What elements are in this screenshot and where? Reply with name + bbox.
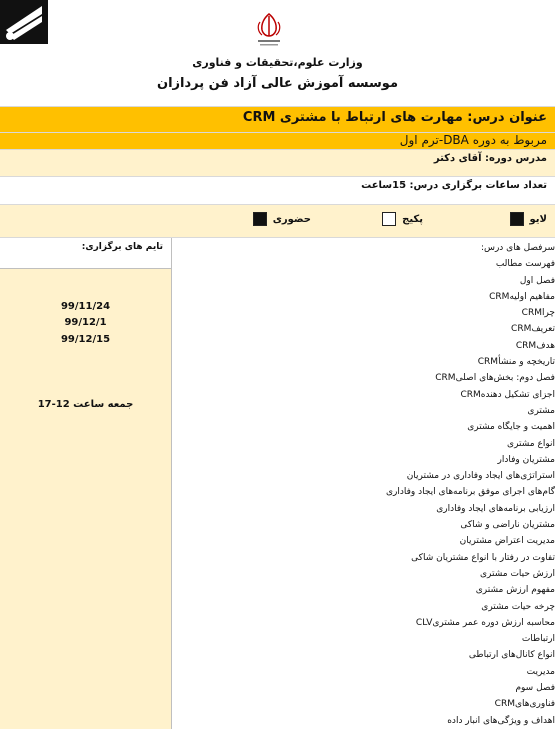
teacher-row	[0, 149, 555, 176]
outline-item-text: محاسبه ارزش دوره عمر مشتریCLV	[415, 617, 555, 628]
outline-item	[172, 289, 555, 305]
outline-item	[172, 273, 555, 289]
outline-item-text: اهمیت و جایگاه مشتری	[467, 422, 555, 433]
outline-item-text: مشتری	[527, 405, 555, 416]
outline-item-text: سرفصل های درس:	[480, 243, 555, 253]
schedule-heading: تایم های برگزاری:	[0, 238, 171, 269]
outline-item	[172, 582, 555, 598]
outline-item-text: مدیریت اعتراض مشتریان	[459, 536, 555, 547]
outline-item-text: اهداف و ویژگی‌های انبار داده	[447, 715, 555, 726]
outline-item	[172, 387, 555, 403]
course-related-row	[0, 132, 555, 149]
outline-item	[172, 354, 555, 370]
outline-item-text: تفاوت در رفتار با انواع مشتریان شاکی	[411, 552, 555, 563]
outline-item	[172, 452, 555, 468]
page-header	[0, 0, 555, 105]
outline-item-text: فهرست مطالب	[495, 259, 555, 270]
outline-item	[172, 713, 555, 729]
outline-item-text: گام‌های اجرای موفق برنامه‌های ایجاد وفاداری	[385, 487, 555, 498]
outline-item	[172, 240, 555, 256]
outline-item-text: مفهوم ارزش مشتری	[475, 585, 555, 596]
outline-item	[172, 468, 555, 484]
schedule-time: جمعه ساعت 12-17	[37, 399, 134, 410]
outline-item	[172, 533, 555, 549]
outline-item-text: فناوری‌هایCRM	[494, 699, 555, 710]
outline-item	[172, 419, 555, 435]
outline-item-text: فصل اول	[519, 275, 555, 286]
hours-label: تعداد ساعات برگزاری درس: 15ساعت	[361, 180, 547, 191]
mode-package	[382, 211, 423, 227]
outline-item	[172, 370, 555, 386]
institute-name: موسسه آموزش عالی آزاد فن پردازان	[156, 76, 398, 91]
outline-item-text: فصل سوم	[515, 683, 555, 694]
outline-item	[172, 436, 555, 452]
mode-in-person	[253, 211, 311, 227]
outline-item	[172, 566, 555, 582]
outline-item-text: اجزای تشکیل دهندهCRM	[460, 389, 555, 400]
schedule-date: 99/12/15	[60, 334, 111, 345]
course-outline-panel	[172, 238, 555, 729]
mode-in-person-checkbox[interactable]	[253, 212, 267, 226]
teacher-label: مدرس دوره: آقای دکتر	[433, 153, 547, 164]
outline-item	[172, 664, 555, 680]
schedule-date: 99/11/24	[60, 301, 111, 312]
outline-item-text: ارزیابی برنامه‌های ایجاد وفاداری	[436, 503, 555, 514]
schedule-body	[0, 269, 171, 729]
outline-item-text: استراتژی‌های ایجاد وفاداری در مشتریان	[406, 471, 555, 482]
outline-item	[172, 338, 555, 354]
outline-item	[172, 647, 555, 663]
outline-item	[172, 599, 555, 615]
outline-item-text: ارتباطات	[521, 634, 555, 645]
outline-item	[172, 517, 555, 533]
outline-item-text: تاریخچه و منشأCRM	[477, 357, 555, 368]
outline-item-text: مفاهیم اولیهCRM	[489, 291, 555, 302]
mode-package-checkbox[interactable]	[382, 212, 396, 226]
outline-item	[172, 696, 555, 712]
outline-item	[172, 321, 555, 337]
iran-emblem-icon	[252, 12, 286, 48]
ministry-name: وزارت علوم،تحقیقات و فناوری	[192, 56, 363, 69]
outline-item	[172, 631, 555, 647]
mode-package-label: پکیج	[402, 213, 423, 225]
outline-item	[172, 615, 555, 631]
outline-item-text: چرخه حیات مشتری	[481, 601, 555, 612]
course-title-row	[0, 106, 555, 132]
outline-item	[172, 484, 555, 500]
mode-live-label: لایو	[529, 213, 547, 225]
outline-item	[172, 256, 555, 272]
schedule-date: 99/12/1	[64, 317, 107, 328]
mode-live	[510, 211, 547, 227]
outline-item-text: انواع مشتری	[507, 438, 555, 449]
outline-item	[172, 680, 555, 696]
outline-item	[172, 501, 555, 517]
outline-item-text: مشتریان ناراضی و شاکی	[460, 520, 555, 531]
delivery-modes-row	[0, 204, 555, 238]
course-related: مربوط به دوره DBA-ترم اول	[399, 133, 547, 147]
outline-item-text: مشتریان وفادار	[497, 454, 555, 465]
outline-item-text: انواع کانال‌های ارتباطی	[468, 650, 555, 661]
outline-item	[172, 403, 555, 419]
mode-live-checkbox[interactable]	[510, 212, 524, 226]
outline-item	[172, 550, 555, 566]
schedule-column	[0, 238, 172, 729]
course-title: عنوان درس: مهارت های ارتباط با مشتری CRM	[242, 110, 547, 125]
outline-item-text: هدفCRM	[515, 340, 555, 351]
hours-row	[0, 176, 555, 204]
outline-item-text: مدیریت	[526, 666, 555, 677]
outline-item-text: تعریفCRM	[511, 324, 555, 335]
mode-in-person-label: حضوری	[272, 213, 311, 225]
course-outline-list	[172, 240, 555, 729]
outline-item	[172, 305, 555, 321]
outline-item-text: فصل دوم: بخش‌های اصلیCRM	[435, 373, 555, 384]
institute-logo	[0, 0, 48, 44]
outline-item-text: ارزش حیات مشتری	[480, 568, 555, 579]
outline-item-text: چراCRM	[521, 308, 555, 319]
